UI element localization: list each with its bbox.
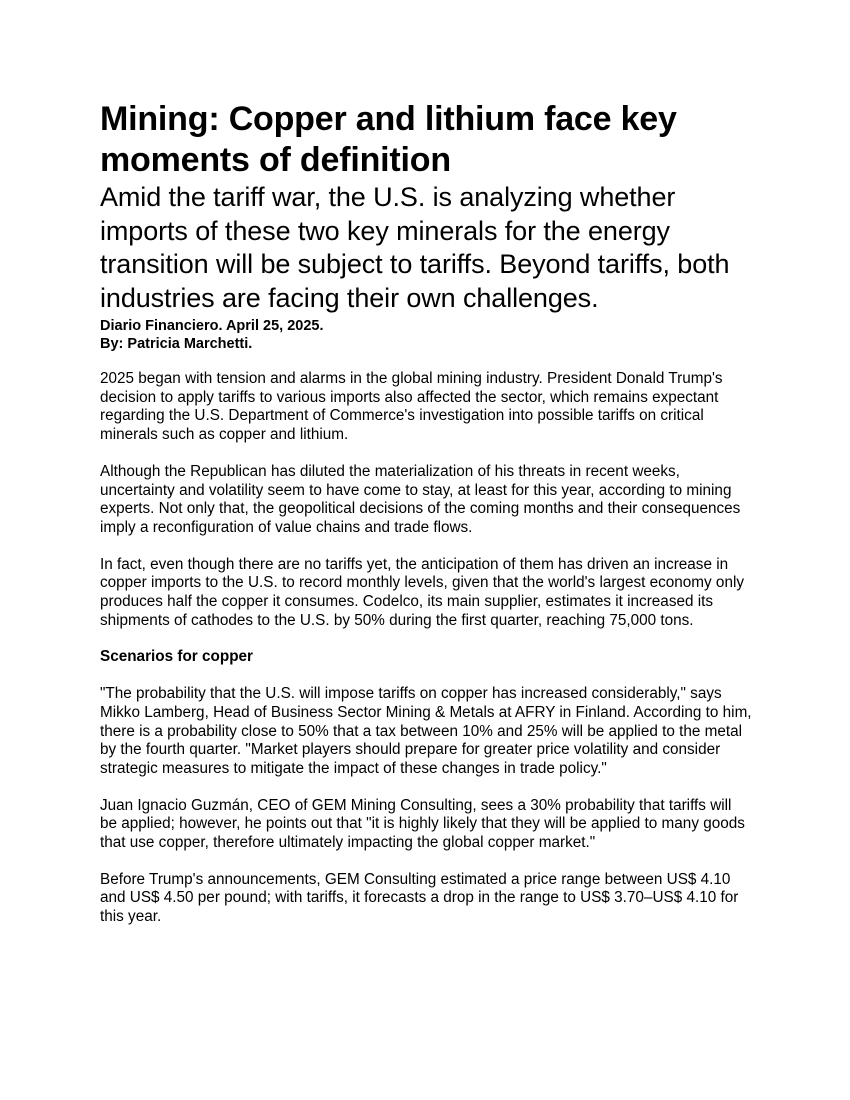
byline: By: Patricia Marchetti. bbox=[100, 336, 253, 352]
article-title: Mining: Copper and lithium face key moments of definition bbox=[100, 100, 677, 179]
article-page bbox=[100, 99, 752, 945]
body-paragraph: Juan Ignacio Guzmán, CEO of GEM Mining Consulting, sees a 30% probability that tariffs will be applied; however, he points out that "it is highly likely that they will be applied to many goods that use copper, therefore ultimately impacting the global copper market." bbox=[100, 796, 745, 852]
body-paragraph: Before Trump's announcements, GEM Consulting estimated a price range between US$ 4.10 and US$ 4.50 per pound; with tariffs, it forecasts a drop in the range to US$ 3.70–US$ 4.10 for this year. bbox=[100, 870, 739, 926]
body-paragraph: 2025 began with tension and alarms in the global mining industry. President Donald Trump's decision to apply tariffs to various imports also affected the sector, which remains expectant regarding the U.S. Department of Commerce's investigation into possible tariffs on critical minerals such as copper and lithium. bbox=[100, 370, 723, 444]
source-date: Diario Financiero. April 25, 2025. bbox=[100, 318, 324, 334]
body-paragraph: Although the Republican has diluted the materialization of his threats in recent weeks, uncertainty and volatility seem to have come to stay, at least for this year, according to mining experts. Not only that, the geopolitical decisions of the coming months and their consequences imply a reconfiguration of value chains and trade flows. bbox=[100, 462, 741, 536]
body-paragraph: In fact, even though there are no tariffs yet, the anticipation of them has driven an increase in copper imports to the U.S. to record monthly levels, given that the world's largest economy only produces half the copper it consumes. Codelco, its main supplier, estimates it increased its shipments of cathodes to the U.S. by 50% during the first quarter, reaching 75,000 tons. bbox=[100, 555, 744, 629]
article-body bbox=[100, 370, 752, 927]
body-paragraph: "The probability that the U.S. will impose tariffs on copper has increased considerably," says Mikko Lamberg, Head of Business Sector Mining & Metals at AFRY in Finland. According to him, there is a probability close to 50% that a tax between 10% and 25% will be applied to the metal by the fourth quarter. "Market players should prepare for greater price volatility and consider strategic measures to mitigate the impact of these changes in trade policy." bbox=[100, 685, 752, 777]
section-heading: Scenarios for copper bbox=[100, 648, 254, 666]
article-subtitle: Amid the tariff war, the U.S. is analyzing whether imports of these two key minerals for the energy transition will be subject to tariffs. Beyond tariffs, both industries are facing their own challenges. bbox=[100, 182, 730, 313]
